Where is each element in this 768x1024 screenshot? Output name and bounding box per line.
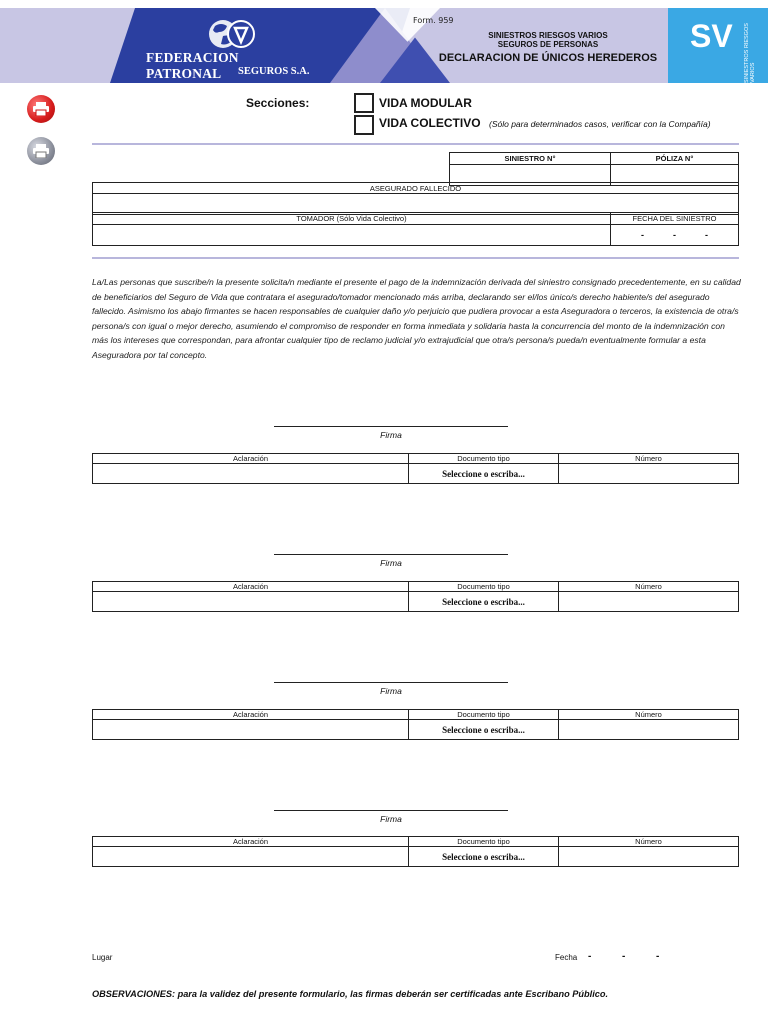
divider	[92, 257, 739, 259]
print-button[interactable]	[27, 95, 55, 123]
fecha-siniestro-input[interactable]	[611, 225, 739, 246]
firma-label: Firma	[380, 430, 402, 440]
documento-tipo-select[interactable]: Seleccione o escriba...	[409, 720, 559, 740]
section-badge	[668, 8, 768, 83]
badge-side-text: SINIESTROS RIESGOS VARIOS	[744, 23, 756, 83]
vida-modular-label: VIDA MODULAR	[379, 96, 472, 110]
numero-header: Número	[559, 454, 739, 464]
sections-label: Secciones:	[246, 96, 310, 110]
aclaracion-input[interactable]	[93, 464, 409, 484]
form-header	[0, 8, 768, 83]
printer-icon	[33, 102, 49, 116]
policyholder-table	[92, 212, 739, 246]
signature-line[interactable]	[274, 554, 508, 555]
form-number: Form. 959	[413, 16, 454, 25]
numero-input[interactable]	[559, 592, 739, 612]
poliza-header: PÓLIZA N°	[611, 153, 739, 165]
vida-colectivo-label: VIDA COLECTIVO	[379, 116, 481, 130]
aclaracion-input[interactable]	[93, 720, 409, 740]
aclaracion-header: Aclaración	[93, 837, 409, 847]
documento-tipo-header: Documento tipo	[409, 454, 559, 464]
numero-header: Número	[559, 582, 739, 592]
firma-label: Firma	[380, 558, 402, 568]
date-separator: -	[641, 230, 644, 240]
date-separator: -	[588, 951, 592, 962]
aclaracion-header: Aclaración	[93, 582, 409, 592]
numero-header: Número	[559, 837, 739, 847]
signature-line[interactable]	[274, 682, 508, 683]
documento-tipo-select[interactable]: Seleccione o escriba...	[409, 464, 559, 484]
asegurado-header: ASEGURADO FALLECIDO	[93, 183, 739, 194]
date-separator: -	[622, 951, 626, 962]
insured-table	[92, 182, 739, 215]
tomador-header: TOMADOR (Sólo Vida Colectivo)	[93, 213, 611, 225]
divider	[92, 143, 739, 145]
documento-tipo-header: Documento tipo	[409, 582, 559, 592]
subtitle-line: SINIESTROS RIESGOS VARIOS	[488, 31, 608, 40]
signer-table	[92, 581, 739, 612]
declaration-text: La/Las personas que suscribe/n la presente solicita/n mediante el presente el pago de la indemnización derivada del siniestro consignado precedentemente, en su calidad de beneficiarios del Seguro de Vida que contratara el asegurado/tomador mencionado más arriba, declarando ser el/los único/s derecho habiente/s del asegurado fallecido. Asimismo los abajo firmantes se hacen responsables de cualquier daño y/o perjuicio que pudiera provocar a esta Aseguradora o terceros, la existencia de otra/s persona/s con igual o mejor derecho, asumiendo el compromiso de responder en forma inmediata y solidaria hasta la concurrencia del monto de la indemnización con más los intereses que correspondan, para afrontar cualquier tipo de reclamo judicial y/o extrajudicial que otra/s persona/s pueda/n eventualmente formular a esta Aseguradora por tal concepto.	[92, 277, 741, 360]
documento-tipo-header: Documento tipo	[409, 837, 559, 847]
vida-colectivo-checkbox[interactable]	[354, 115, 374, 135]
signer-table	[92, 836, 739, 867]
signer-table	[92, 453, 739, 484]
date-separator: -	[673, 230, 676, 240]
numero-header: Número	[559, 710, 739, 720]
siniestro-header: SINIESTRO N°	[450, 153, 611, 165]
brand-name: FEDERACION PATRONAL	[146, 50, 239, 81]
documento-tipo-select[interactable]: Seleccione o escriba...	[409, 847, 559, 867]
numero-input[interactable]	[559, 464, 739, 484]
lugar-field[interactable]: Lugar	[92, 953, 113, 962]
documento-tipo-select[interactable]: Seleccione o escriba...	[409, 592, 559, 612]
brand-subtitle: SEGUROS S.A.	[238, 66, 310, 77]
firma-label: Firma	[380, 686, 402, 696]
globe-logo-icon	[207, 16, 255, 52]
badge-text: SV	[690, 18, 733, 54]
printer-icon	[33, 144, 49, 158]
header-subtitle	[468, 31, 628, 49]
signature-line[interactable]	[274, 426, 508, 427]
numero-input[interactable]	[559, 847, 739, 867]
date-separator: -	[705, 230, 708, 240]
aclaracion-header: Aclaración	[93, 710, 409, 720]
subtitle-line: SEGUROS DE PERSONAS	[497, 40, 599, 49]
firma-label: Firma	[380, 814, 402, 824]
documento-tipo-header: Documento tipo	[409, 710, 559, 720]
numero-input[interactable]	[559, 720, 739, 740]
signature-line[interactable]	[274, 810, 508, 811]
tomador-input[interactable]	[93, 225, 611, 246]
aclaracion-input[interactable]	[93, 592, 409, 612]
aclaracion-header: Aclaración	[93, 454, 409, 464]
aclaracion-input[interactable]	[93, 847, 409, 867]
date-separator: -	[656, 951, 660, 962]
fecha-label: Fecha	[555, 953, 578, 962]
fecha-input[interactable]	[588, 951, 690, 962]
claim-number-table	[449, 152, 739, 186]
signer-table	[92, 709, 739, 740]
reset-button[interactable]	[27, 137, 55, 165]
vida-modular-checkbox[interactable]	[354, 93, 374, 113]
fecha-siniestro-header: FECHA DEL SINIESTRO	[611, 213, 739, 225]
observaciones-note: OBSERVACIONES: para la validez del presente formulario, las firmas deberán ser certificadas ante Escribano Público.	[92, 989, 609, 999]
vida-colectivo-note: (Sólo para determinados casos, verificar con la Compañía)	[489, 119, 711, 129]
page-title: DECLARACION DE ÚNICOS HEREDEROS	[438, 52, 658, 64]
